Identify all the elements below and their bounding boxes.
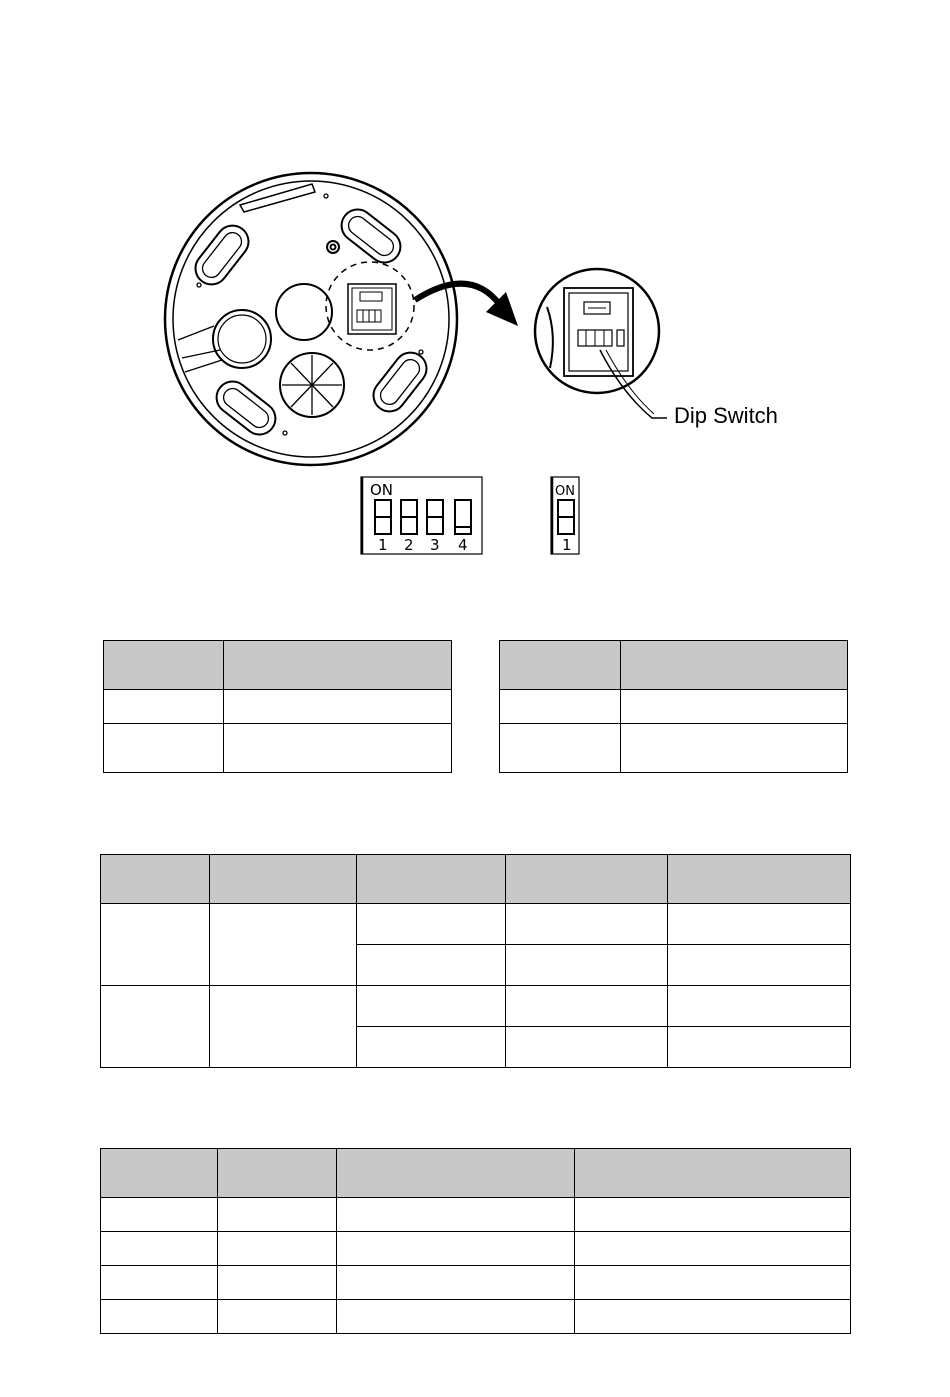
header-cell: [500, 641, 621, 690]
table-cell: [218, 1232, 337, 1266]
table-cell: [337, 1232, 575, 1266]
table-row: [101, 1300, 851, 1334]
table-cell: [621, 724, 848, 773]
table-cell: [500, 690, 621, 724]
table-cell: [210, 986, 357, 1068]
table-cell: [101, 1300, 218, 1334]
header-cell: [668, 855, 851, 904]
table-cell: [668, 945, 851, 986]
dip4-number-3: 3: [430, 536, 440, 554]
mounting-slot-bottom-right: [367, 346, 433, 418]
table-cell: [101, 1232, 218, 1266]
header-cell: [575, 1149, 851, 1198]
table-cell: [357, 1027, 506, 1068]
header-cell: [224, 641, 452, 690]
header-cell: [357, 855, 506, 904]
table-cell: [218, 1198, 337, 1232]
table-row: [500, 690, 848, 724]
dip4-on-label: ON: [370, 481, 394, 499]
table-cell: [224, 690, 452, 724]
dip-switch-4-diagram: [361, 477, 482, 554]
table-cell: [101, 986, 210, 1068]
table-cell: [101, 904, 210, 986]
table-cell: [575, 1232, 851, 1266]
dip-table-b: [499, 640, 848, 773]
header-cell: [101, 1149, 218, 1198]
dip4-number-4: 4: [458, 536, 468, 554]
dip-switch-1-diagram: [551, 477, 579, 554]
table-cell: [101, 1198, 218, 1232]
table-cell: [357, 945, 506, 986]
table-row: [101, 904, 851, 945]
table-header-row: [500, 641, 848, 690]
table-cell: [337, 1300, 575, 1334]
dip1-number-1: 1: [562, 536, 572, 554]
table-cell: [357, 986, 506, 1027]
table-cell: [218, 1266, 337, 1300]
table-cell: [337, 1266, 575, 1300]
table-cell: [575, 1198, 851, 1232]
table-row: [104, 724, 452, 773]
table-cell: [506, 986, 668, 1027]
table-cell: [575, 1300, 851, 1334]
header-cell: [621, 641, 848, 690]
dip1-on-label: ON: [555, 484, 575, 499]
dip-switch-callout-label: Dip Switch: [674, 403, 778, 428]
mounting-slot-top-right: [335, 203, 407, 269]
table-cell: [668, 986, 851, 1027]
table-cell: [101, 1266, 218, 1300]
header-cell: [218, 1149, 337, 1198]
table-cell: [218, 1300, 337, 1334]
table-cell: [337, 1198, 575, 1232]
dip-table-d: [100, 1148, 851, 1334]
table-cell: [104, 690, 224, 724]
table-row: [101, 1232, 851, 1266]
camera-base-diagram: [0, 0, 950, 580]
dip-table-c: [100, 854, 851, 1068]
dip-table-a: [103, 640, 452, 773]
table-row: [101, 1198, 851, 1232]
dip4-number-1: 1: [378, 536, 388, 554]
table-cell: [621, 690, 848, 724]
table-cell: [506, 904, 668, 945]
table-cell: [210, 904, 357, 986]
mounting-slot-top-left: [189, 219, 255, 291]
table-row: [500, 724, 848, 773]
header-cell: [101, 855, 210, 904]
header-cell: [104, 641, 224, 690]
table-header-row: [101, 855, 851, 904]
table-cell: [668, 904, 851, 945]
table-row: [101, 1266, 851, 1300]
table-cell: [104, 724, 224, 773]
table-cell: [506, 945, 668, 986]
table-cell: [575, 1266, 851, 1300]
table-cell: [224, 724, 452, 773]
table-cell: [506, 1027, 668, 1068]
table-header-row: [104, 641, 452, 690]
table-row: [101, 986, 851, 1027]
header-cell: [337, 1149, 575, 1198]
header-cell: [210, 855, 357, 904]
table-header-row: [101, 1149, 851, 1198]
mounting-slot-bottom-left: [210, 375, 282, 441]
dip4-number-2: 2: [404, 536, 414, 554]
header-cell: [506, 855, 668, 904]
table-cell: [668, 1027, 851, 1068]
table-row: [104, 690, 452, 724]
table-cell: [357, 904, 506, 945]
table-cell: [500, 724, 621, 773]
